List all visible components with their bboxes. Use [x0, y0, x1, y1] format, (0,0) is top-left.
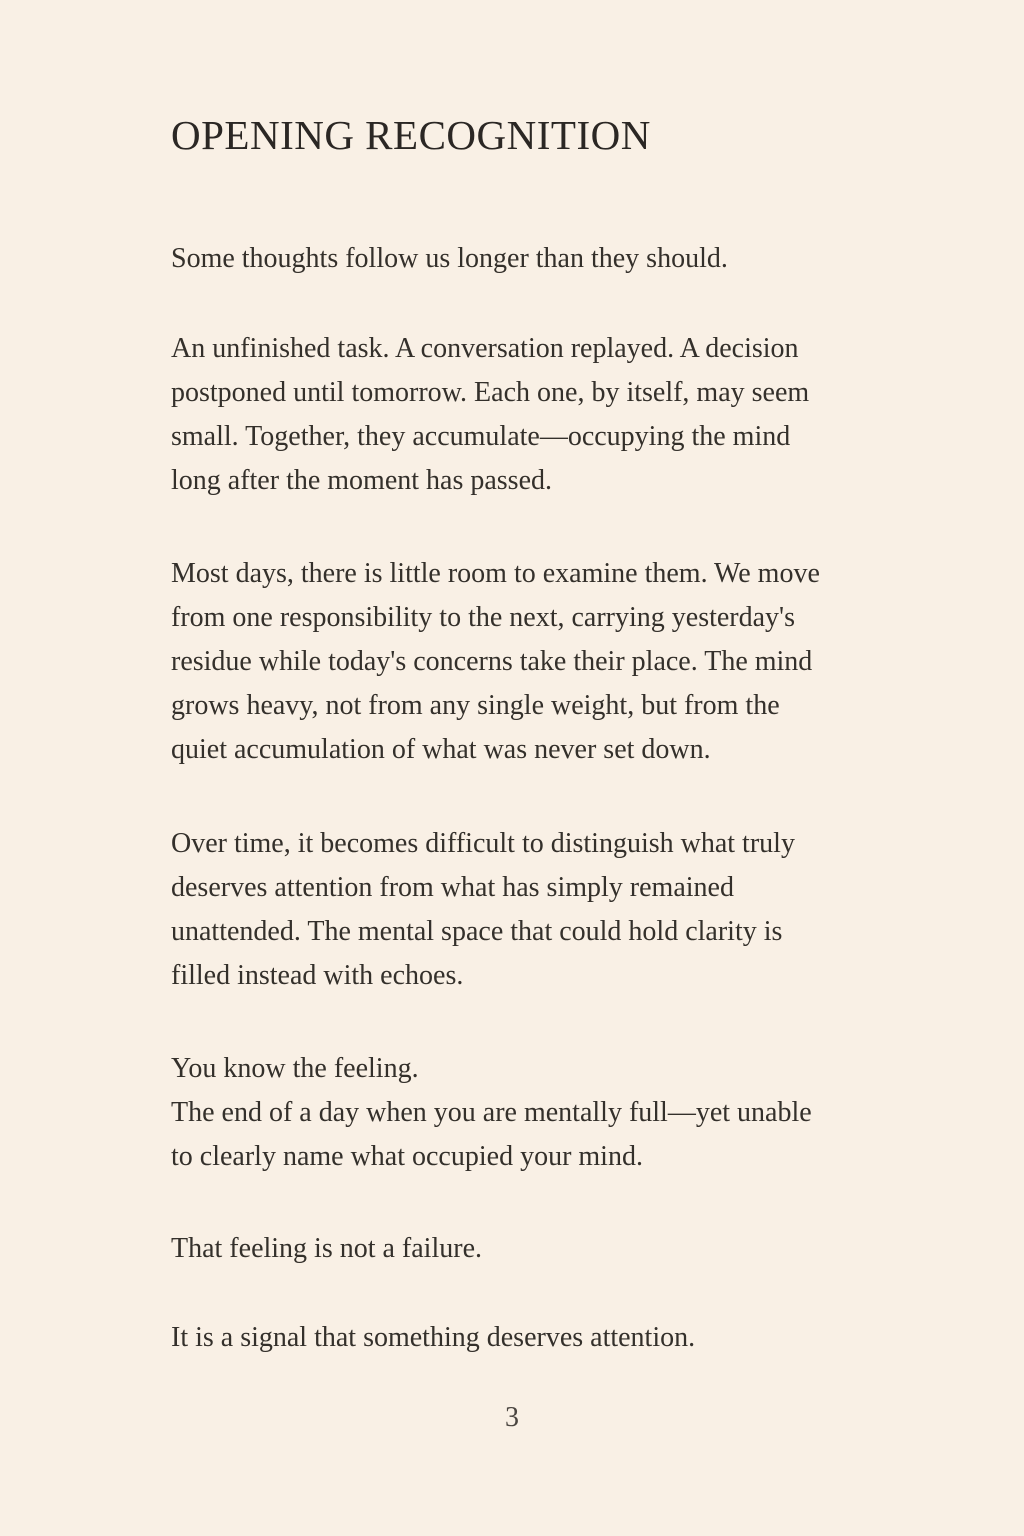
paragraph-5 [171, 1047, 891, 1179]
paragraph-3 [171, 552, 891, 772]
paragraph-7 [171, 1316, 891, 1360]
page-number: 3 [505, 1402, 519, 1433]
paragraph-line: to clearly name what occupied your mind. [171, 1141, 643, 1172]
paragraph-line: deserves attention from what has simply remained [171, 872, 734, 903]
paragraph-line: from one responsibility to the next, carrying yesterday's [171, 602, 795, 633]
paragraph-line: postponed until tomorrow. Each one, by itself, may seem [171, 377, 810, 408]
paragraph-line: Over time, it becomes difficult to distinguish what truly [171, 828, 795, 859]
paragraph-line: That feeling is not a failure. [171, 1233, 482, 1264]
paragraph-line: You know the feeling. [171, 1053, 419, 1084]
paragraph-line: It is a signal that something deserves attention. [171, 1322, 696, 1353]
paragraph-line: residue while today's concerns take their place. The mind [171, 646, 813, 677]
paragraph-line: filled instead with echoes. [171, 960, 464, 991]
paragraph-line: long after the moment has passed. [171, 465, 553, 496]
paragraph-line: Most days, there is little room to examine them. We move [171, 558, 820, 589]
paragraph-4 [171, 822, 891, 998]
paragraph-line: The end of a day when you are mentally full—yet unable [171, 1097, 812, 1128]
paragraph-line: Some thoughts follow us longer than they should. [171, 243, 728, 274]
paragraph-line: unattended. The mental space that could hold clarity is [171, 916, 783, 947]
page-title: OPENING RECOGNITION [171, 112, 651, 158]
paragraph-line: small. Together, they accumulate—occupying the mind [171, 421, 791, 452]
paragraph-line: An unfinished task. A conversation replayed. A decision [171, 333, 799, 364]
paragraph-line: grows heavy, not from any single weight, but from the [171, 690, 780, 721]
paragraph-6 [171, 1227, 891, 1271]
paragraph-line: quiet accumulation of what was never set down. [171, 734, 711, 765]
document-page [171, 0, 891, 1536]
paragraph-2 [171, 327, 891, 503]
paragraph-1 [171, 237, 891, 281]
